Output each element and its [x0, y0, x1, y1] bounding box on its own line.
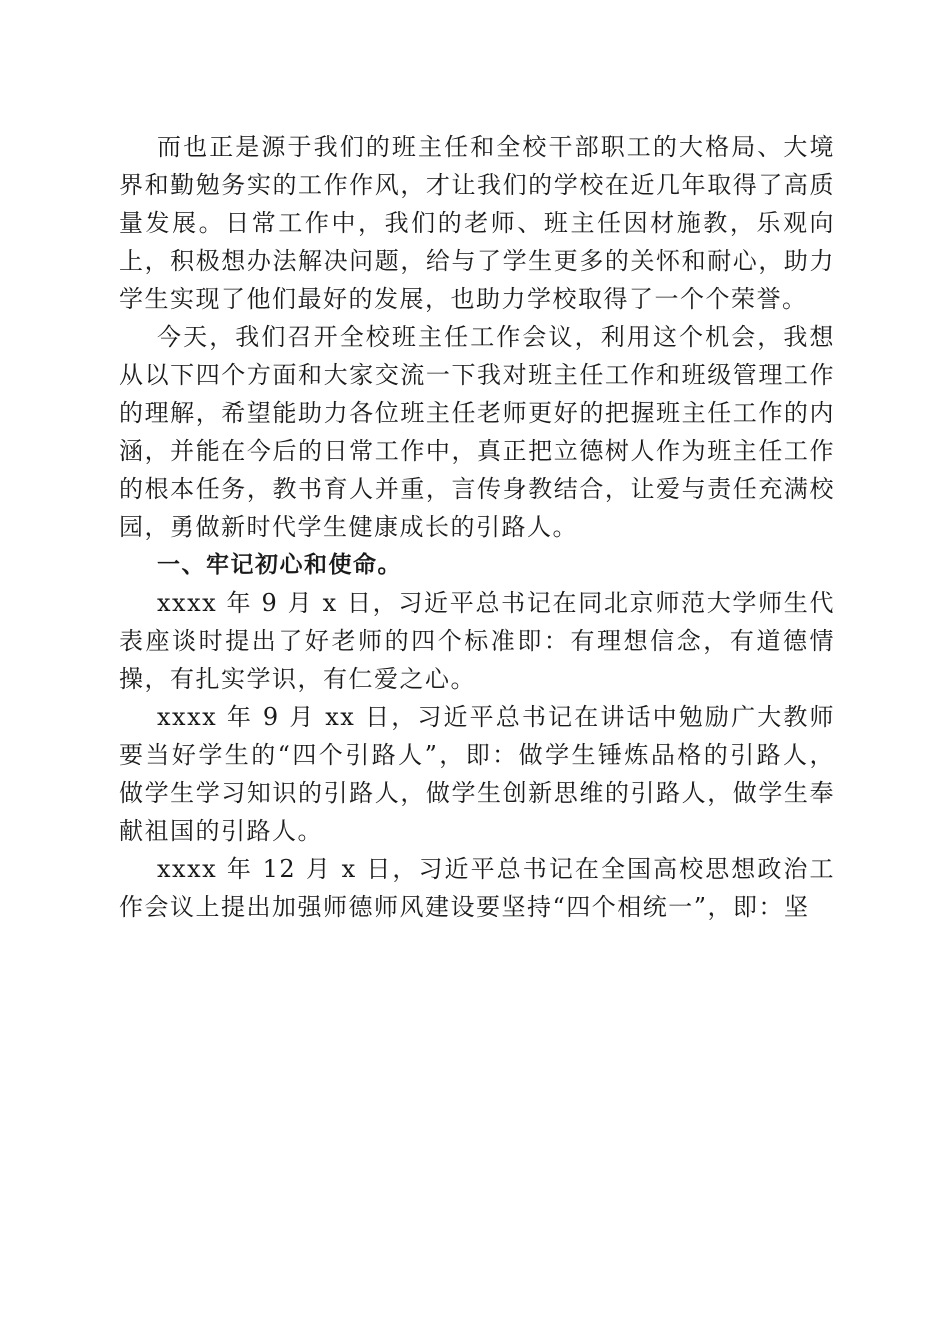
- section-heading-1: 一、牢记初心和使命。: [157, 552, 402, 578]
- paragraph-5: xxxx 年 12 月 x 日，习近平总书记在全国高校思想政治工作会议上提出加强师德师风建设要坚持“四个相统一”，即：坚: [119, 855, 835, 921]
- paragraph-4: xxxx 年 9 月 xx 日，习近平总书记在讲话中勉励广大教师要当好学生的“四个引路人”，即：做学生锤炼品格的引路人，做学生学习知识的引路人，做学生创新思维的引路人，做学生奉献祖国的引路人。: [119, 703, 835, 845]
- paragraph-3: xxxx 年 9 月 x 日，习近平总书记在同北京师范大学师生代表座谈时提出了好老师的四个标准即：有理想信念，有道德情操，有扎实学识，有仁爱之心。: [119, 589, 835, 693]
- paragraph-2: 今天，我们召开全校班主任工作会议，利用这个机会，我想从以下四个方面和大家交流一下我对班主任工作和班级管理工作的理解，希望能助力各位班主任老师更好的把握班主任工作的内涵，并能在今后的日常工作中，真正把立德树人作为班主任工作的根本任务，教书育人并重，言传身教结合，让爱与责任充满校园，勇做新时代学生健康成长的引路人。: [119, 323, 835, 541]
- paragraph-1: 而也正是源于我们的班主任和全校干部职工的大格局、大境界和勤勉务实的工作作风，才让我们的学校在近几年取得了高质量发展。日常工作中，我们的老师、班主任因材施教，乐观向上，积极想办法解决问题，给与了学生更多的关怀和耐心，助力学生实现了他们最好的发展，也助力学校取得了一个个荣誉。: [119, 133, 835, 313]
- document-body: [119, 128, 835, 926]
